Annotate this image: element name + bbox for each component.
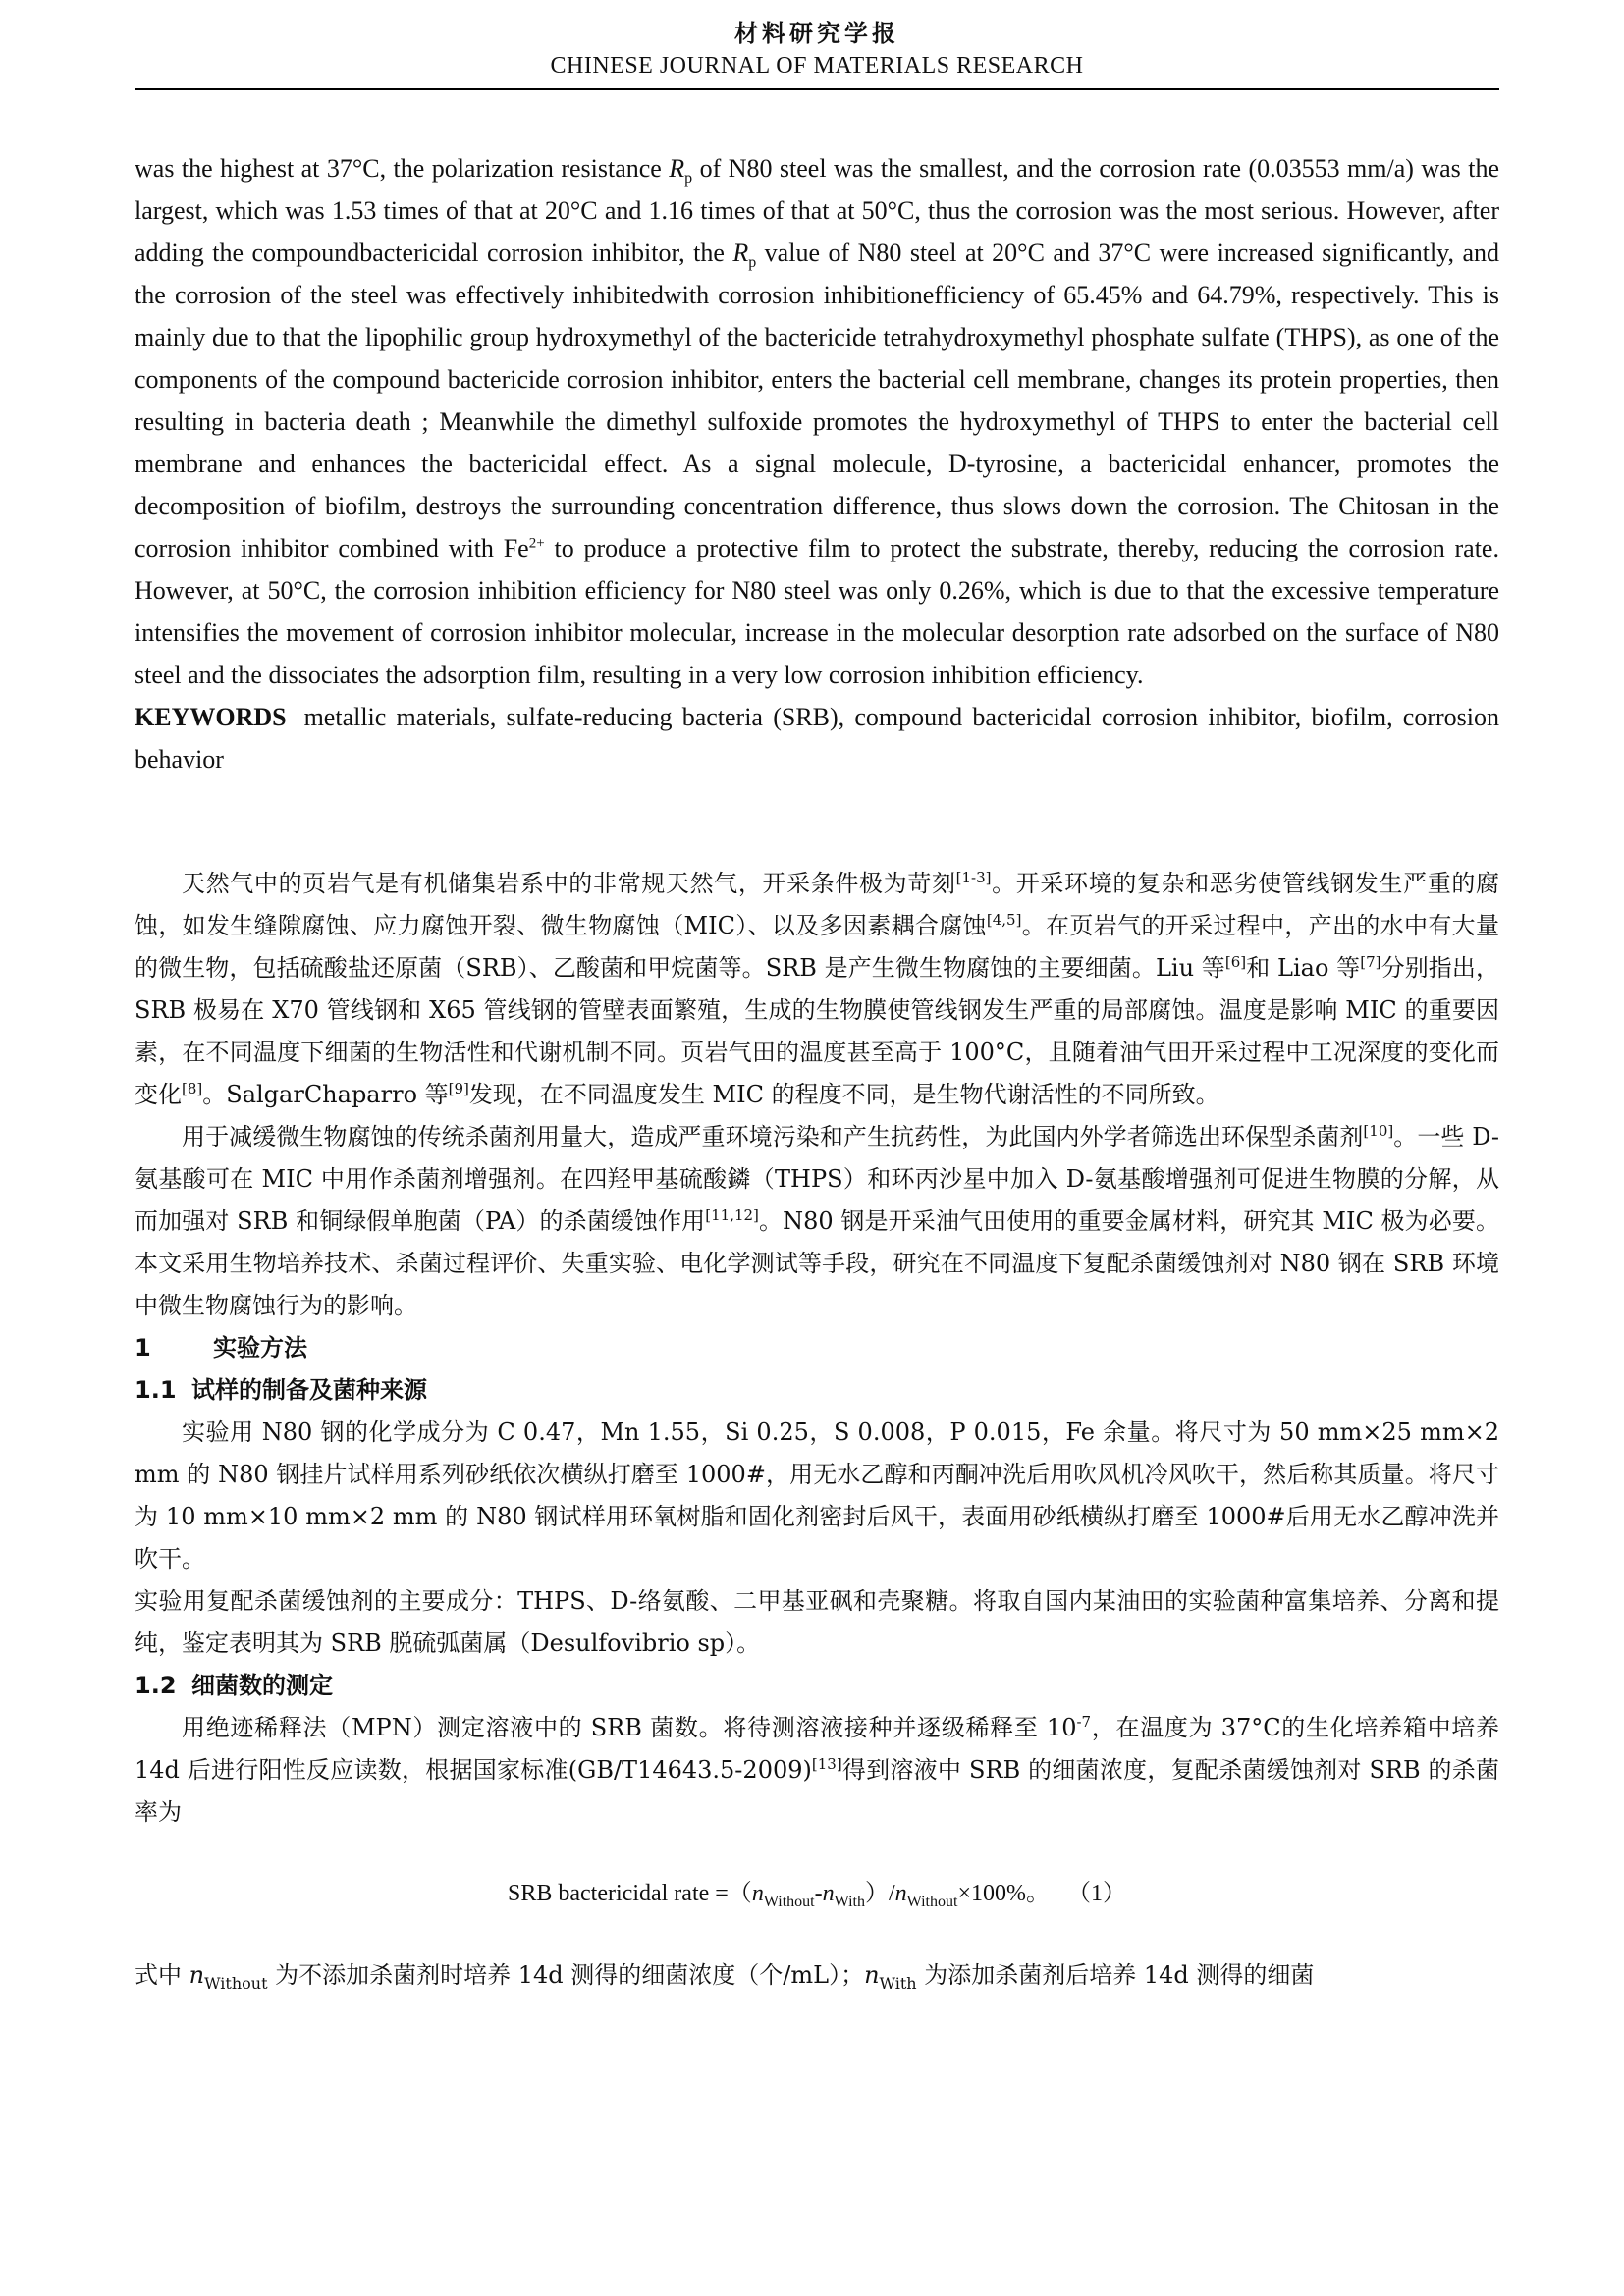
equation-text: - [814,1881,823,1906]
equation-subscript: Without [763,1893,815,1910]
abstract-text: was the highest at 37°C, the polarization resistance [135,154,670,183]
section-heading-1 [135,1327,1499,1369]
section-title: 细菌数的测定 [191,1672,333,1699]
section-title: 试样的制备及菌种来源 [191,1376,427,1404]
equation-subscript: Without [906,1893,958,1910]
citation: [4,5] [986,911,1022,929]
running-header [135,0,1499,90]
intro-paragraph-2 [135,1116,1499,1327]
methods-paragraph-2: 实验用复配杀菌缓蚀剂的主要成分：THPS、D-络氨酸、二甲基亚砜和壳聚糖。将取自国内某油田的实验菌种富集培养、分离和提纯，鉴定表明其为 SRB 脱硫弧菌属（Desulfovibrio sp）。 [135,1587,1499,1657]
equation-text: SRB bactericidal rate =（ [508,1881,752,1906]
section-number: 1.1 [135,1376,177,1404]
body-text: 用于减缓微生物腐蚀的传统杀菌剂用量大，造成严重环境污染和产生抗药性，为此国内外学者筛选出环保型杀菌剂 [182,1123,1364,1150]
keywords-label: KEYWORDS [135,703,287,731]
fe-charge: 2+ [528,535,545,552]
citation: [7] [1360,953,1381,971]
keywords-text: metallic materials, sulfate-reducing bacteria (SRB), compound bactericidal corrosion inhibitor, biofilm, corrosion behavior [135,703,1499,774]
body-text: 。一些 D-氨基酸可在 MIC 中用作杀菌剂增强剂。在四羟甲基硫酸鏻（THPS）和环丙沙星中加入 D-氨基酸增强剂可促进生物膜的分解，从而加强对 SRB 和铜绿假单胞菌（PA）的杀菌缓蚀作用 [135,1123,1499,1235]
citation: [9] [448,1080,469,1097]
body-text: 发现，在不同温度发生 MIC 的程度不同，是生物代谢活性的不同所致。 [468,1081,1219,1108]
body-text: 分别指出，SRB 极易在 X70 管线钢和 X65 管线钢的管壁表面繁殖，生成的生物膜使管线钢发生严重的局部腐蚀。温度是影响 MIC 的重要因素，在不同温度下细菌的生物活性和代谢机制不同。页岩气田的温度甚至高于 100°C，且随着油气田开采过程中工况深度的变化而变化 [135,954,1499,1108]
body-text: 。开采环境的复杂和恶劣使管线钢发生严重的腐蚀，如发生缝隙腐蚀、应力腐蚀开裂、微生物腐蚀（MIC）、以及多因素耦合腐蚀 [135,870,1500,939]
citation: [11,12] [705,1206,759,1224]
body-text: 。在页岩气的开采过程中，产出的水中有大量的微生物，包括硫酸盐还原菌（SRB）、乙酸菌和甲烷菌等。SRB 是产生微生物腐蚀的主要细菌。Liu 等 [135,912,1500,982]
section-number: 1.2 [135,1672,177,1699]
body-text: 得到溶液中 SRB 的细菌浓度，复配杀菌缓蚀剂对 SRB 的杀菌率为 [135,1756,1500,1826]
journal-title-en: CHINESE JOURNAL OF MATERIALS RESEARCH [550,53,1084,79]
journal-title-cn: 材料研究学报 [734,20,899,47]
methods-paragraph-1: 实验用 N80 钢的化学成分为 C 0.47，Mn 1.55，Si 0.25，S 0.008，P 0.015，Fe 余量。将尺寸为 50 mm×25 mm×2 mm 的 N80 钢挂片试样用系列砂纸依次横纵打磨至 1000#，用无水乙醇和丙酮冲洗后用吹风机冷风吹干，然后称其质量。将尺寸为 10 mm×10 mm×2 mm 的 N80 钢试样用环氧树脂和固化剂密封后风干，表面用砂纸横纵打磨至 1000#后用无水乙醇冲洗并吹干。 [135,1418,1499,1573]
header-rule [135,88,1499,90]
equation-subscript: Without [204,1973,268,1993]
english-abstract [135,147,1499,780]
paper-page [135,0,1499,1997]
abstract-paragraph [135,147,1499,696]
equation-symbol: n [822,1881,835,1906]
rp-symbol: R [732,239,749,267]
body-text: 天然气中的页岩气是有机储集岩系中的非常规天然气，开采条件极为苛刻 [182,870,956,897]
keywords [135,696,1499,780]
rp-subscript: p [748,254,757,272]
equation-symbol: n [864,1961,880,1989]
intro-paragraph-1 [135,863,1499,1116]
body-text: 。SalgarChaparro 等 [202,1081,449,1108]
rp-subscript: p [684,170,693,187]
body-text: 式中 [135,1961,189,1989]
body-text: 用绝迹稀释法（MPN）测定溶液中的 SRB 菌数。将待测溶液接种并逐级稀释至 10 [182,1714,1077,1741]
section-heading-1-1 [135,1369,1499,1412]
equation-1 [135,1873,1499,1915]
section-number: 1 [135,1334,151,1362]
equation-symbol: n [189,1961,205,1989]
citation: [1-3] [955,869,992,886]
rp-symbol: R [669,154,685,183]
citation: [13] [811,1755,842,1773]
equation-subscript: With [879,1973,917,1993]
section-heading-1-2 [135,1665,1499,1707]
equation-number: （1） [1078,1881,1126,1906]
abstract-text: value of N80 steel at 20°C and 37°C were increased significantly, and the corrosion of the steel was effectively inhibitedwith corrosion inhibitionefficiency of 65.45% and 64.79%, respectively. This is mainly due to that the lipophilic group hydroxymethyl of the bactericide tetrahydroxymethyl phosphate sulfate (THPS), as one of the components of the compound bactericide corrosion inhibitor, enters the bacterial cell membrane, changes its protein properties, then resulting in bacteria death ; Meanwhile the dimethyl sulfoxide promotes the hydroxymethyl of THPS to enter the bacterial cell membrane and enhances the bactericidal effect. As a signal molecule, D-tyrosine, a bactericidal enhancer, promotes the decomposition of biofilm, destroys the surrounding concentration difference, thus slows down the corrosion. The Chitosan in the corrosion inhibitor combined with Fe [135,239,1499,562]
methods-paragraph-3 [135,1707,1499,1834]
body-text: ，在温度为 37°C的生化培养箱中培养 14d 后进行阳性反应读数，根据国家标准(GB/T14643.5-2009) [135,1714,1499,1784]
equation-text: ）/ [864,1881,895,1906]
section-title: 实验方法 [213,1334,307,1362]
citation: [6] [1224,953,1247,971]
body-text: 为添加杀菌剂后培养 14d 测得的细菌 [916,1961,1315,1989]
equation-symbol: n [894,1881,907,1906]
equation-text: ×100%。 [957,1881,1050,1906]
citation: [10] [1363,1122,1394,1140]
body-text: 为不添加杀菌剂时培养 14d 测得的细菌浓度（个/mL）； [267,1961,865,1989]
body-text: 和 Liao 等 [1246,954,1361,982]
abstract-text: to produce a protective film to protect the substrate, thereby, reducing the corrosion rate. However, at 50°C, the corrosion inhibition efficiency for N80 steel was only 0.26%, which is due to that the excessive temperature intensifies the movement of corrosion inhibitor molecular, increase in the molecular desorption rate adsorbed on the surface of N80 steel and the dissociates the adsorption film, resulting in a very low corrosion inhibition efficiency. [135,534,1499,689]
equation-subscript: With [834,1893,865,1910]
methods-paragraph-4 [135,1954,1499,1997]
citation: [8] [182,1080,203,1097]
abstract-text: of N80 steel was the smallest, and the corrosion rate (0.03553 mm/a) was the largest, which was 1.53 times of that at 20°C and 1.16 times of that at 50°C, thus the corrosion was the most serious. However, after adding the compoundbactericidal corrosion inhibitor, the [135,154,1499,267]
equation-symbol: n [751,1881,764,1906]
exponent: -7 [1076,1713,1092,1731]
body-text: 。N80 钢是开采油气田使用的重要金属材料，研究其 MIC 极为必要。本文采用生物培养技术、杀菌过程评价、失重实验、电化学测试等手段，研究在不同温度下复配杀菌缓蚀剂对 N80 钢在 SRB 环境中微生物腐蚀行为的影响。 [135,1207,1500,1319]
